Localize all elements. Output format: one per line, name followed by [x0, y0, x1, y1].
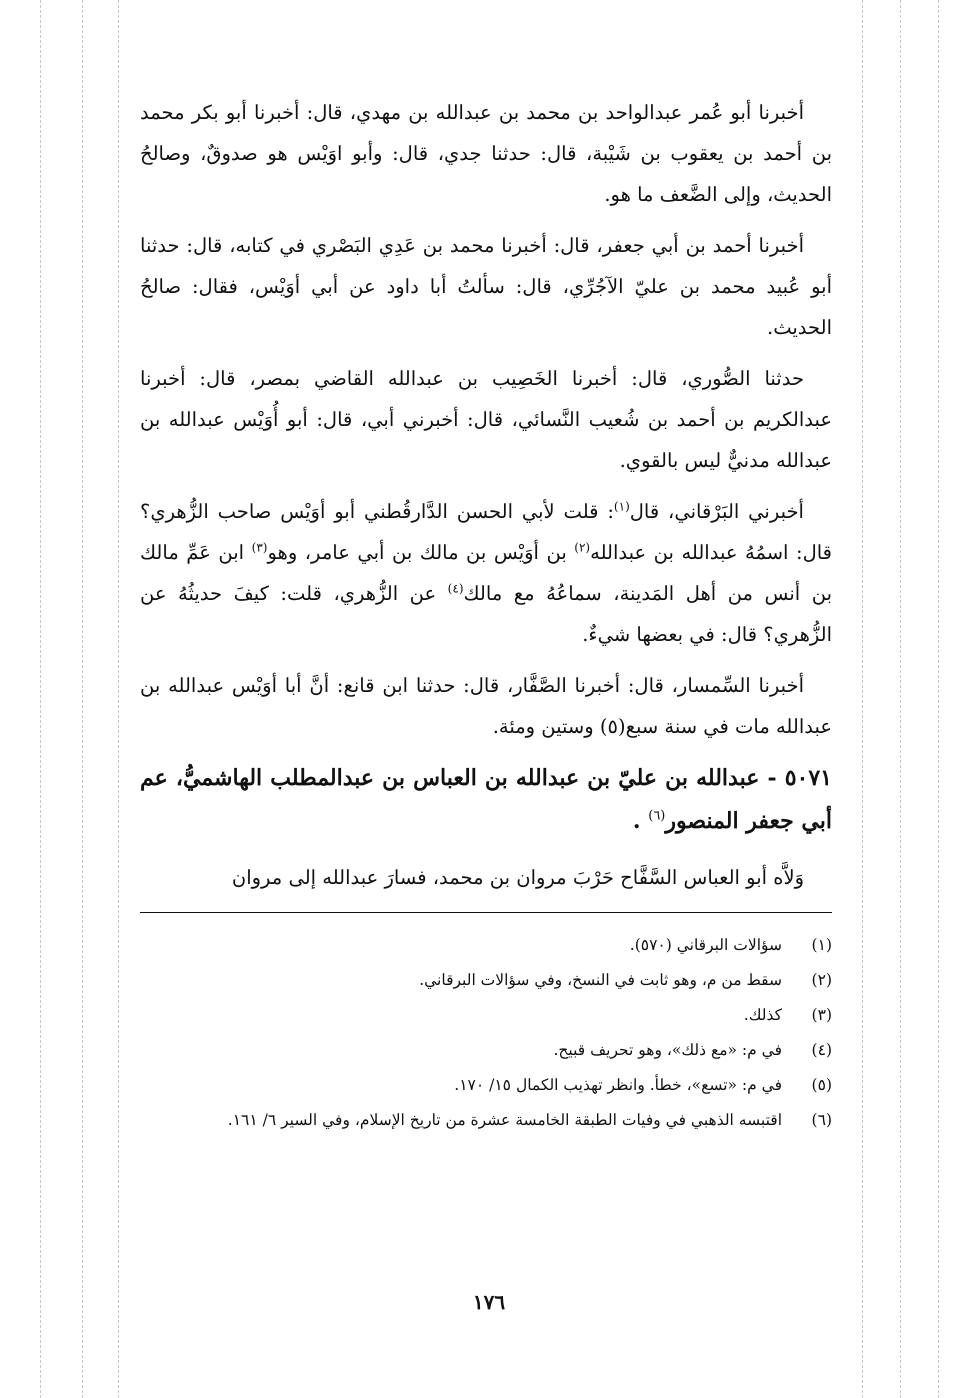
paragraph-text: أخبرني البَرْقاني، قال — [629, 500, 804, 523]
scan-guide-line — [118, 0, 119, 1398]
paragraph-text: : قلت لأبي الحسن الدَّارقُطني أبو أوَيْس صاحب الزُّهري؟ قال: اسمُهُ عبدالله بن عبدالله — [140, 500, 832, 564]
footnote-ref[interactable]: (٦) — [648, 808, 666, 824]
footnote-text: سؤالات البرقاني (٥٧٠). — [629, 936, 782, 954]
footnote-number: (٣) — [811, 1006, 832, 1024]
footnote-ref[interactable]: (٤) — [447, 581, 464, 596]
footnote-number: (٦) — [811, 1111, 832, 1129]
footnote-ref[interactable]: (٣) — [251, 540, 268, 555]
footnote-ref[interactable]: (٢) — [574, 540, 591, 555]
footnote-text: في م: «مع ذلك»، وهو تحريف قبيح. — [553, 1041, 782, 1059]
footnote-ref[interactable]: (١) — [613, 499, 630, 514]
scan-guide-line — [900, 0, 901, 1398]
scan-guide-line — [862, 0, 863, 1398]
entry-end: . — [632, 808, 649, 834]
scan-guide-line — [82, 0, 83, 1398]
page-number: ١٧٦ — [472, 1290, 506, 1314]
footnote — [140, 963, 832, 998]
paragraph-text: ابن عَمِّ مالك بن أنس من أهل المَدينة، سماعُهُ مع مالك — [140, 541, 832, 605]
footnote-number: (٤) — [811, 1041, 832, 1059]
footnote-text: في م: «تسع»، خطأ. وانظر تهذيب الكمال ١٥/ ١٧٠. — [454, 1076, 782, 1094]
footnote — [140, 1068, 832, 1103]
biography-entry-heading — [140, 757, 832, 843]
entry-title: عبدالله بن عليّ بن عبدالله بن العباس بن عبدالمطلب الهاشميُّ، عم أبي جعفر المنصور — [140, 765, 832, 834]
paragraph-text: بن أوَيْس بن مالك بن أبي عامر، وهو — [267, 541, 575, 564]
footnote-text: سقط من م، وهو ثابت في النسخ، وفي سؤالات البرقاني. — [419, 971, 782, 989]
footnotes — [140, 928, 832, 1138]
paragraph-text: عن الزُّهري، قلت: كيفَ حديثُهُ عن الزُّهري؟ قال: في بعضها شيءٌ. — [140, 582, 832, 646]
footnote-separator — [140, 912, 832, 913]
footnote-text: اقتبسه الذهبي في وفيات الطبقة الخامسة عشرة من تاريخ الإسلام، وفي السير ٦/ ١٦١. — [227, 1111, 782, 1129]
footnote-number: (٥) — [811, 1076, 832, 1094]
paragraph: أخبرنا أحمد بن أبي جعفر، قال: أخبرنا محمد بن عَدِي البَصْري في كتابه، قال: حدثنا أبو عُبيد محمد بن عليّ الآجُرِّي، قال: سألتُ أبا داود عن أبي أوَيْس، فقال: صالحُ الحديث. — [140, 234, 832, 339]
footnote-number: (٢) — [811, 971, 832, 989]
footnote-text: كذلك. — [743, 1006, 782, 1024]
scan-guide-line — [938, 0, 939, 1398]
paragraph: حدثنا الصُّوري، قال: أخبرنا الخَصِيب بن عبدالله القاضي بمصر، قال: أخبرنا عبدالكريم بن أحمد بن شُعيب النَّسائي، قال: أخبرني أبي، قال: أبو أُوَيْس عبدالله بن عبدالله مدنيٌّ ليس بالقوي. — [140, 367, 832, 472]
footnote — [140, 928, 832, 963]
paragraph: أخبرنا أبو عُمر عبدالواحد بن محمد بن عبدالله بن مهدي، قال: أخبرنا أبو بكر محمد بن أحمد بن يعقوب بن شَيْبة، قال: حدثنا جدي، قال: وأبو اوَيْس هو صدوقٌ، وصالحُ الحديث، وإلى الضَّعف ما هو. — [140, 101, 832, 206]
entry-number: ٥٠٧١ — [784, 765, 832, 791]
entry-dash: - — [759, 765, 785, 791]
footnote — [140, 998, 832, 1033]
paragraph: وَلاَّه أبو العباس السَّفَّاح حَرْبَ مروان بن محمد، فسارَ عبدالله إلى مروان — [231, 866, 804, 889]
footnote — [140, 1103, 832, 1138]
footnote-number: (١) — [811, 936, 832, 954]
scan-guide-line — [40, 0, 41, 1398]
page-body — [140, 92, 832, 908]
paragraph: أخبرنا السِّمسار، قال: أخبرنا الصَّفَّار، قال: حدثنا ابن قانع: أنَّ أبا أوَيْس عبدالله بن عبدالله مات في سنة سبع(٥) وستين ومئة. — [140, 674, 832, 738]
paragraph — [140, 491, 832, 655]
footnote — [140, 1033, 832, 1068]
